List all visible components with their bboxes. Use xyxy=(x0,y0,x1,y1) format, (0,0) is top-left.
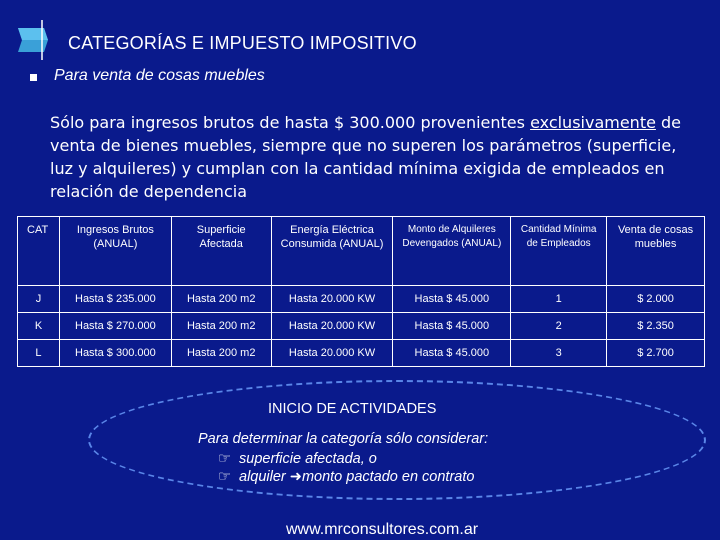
cell-superficie: Hasta 200 m2 xyxy=(171,286,271,313)
cell-energia: Hasta 20.000 KW xyxy=(271,286,393,313)
header-energia: Energía Eléctrica Consumida (ANUAL) xyxy=(271,217,393,286)
cell-venta: $ 2.000 xyxy=(607,286,705,313)
header-ingresos: Ingresos Brutos (ANUAL) xyxy=(59,217,171,286)
cell-empleados: 1 xyxy=(511,286,607,313)
cell-superficie: Hasta 200 m2 xyxy=(171,340,271,367)
cell-empleados: 3 xyxy=(511,340,607,367)
paragraph-underlined-word: exclusivamente xyxy=(530,113,656,132)
table-header-row xyxy=(18,217,705,286)
inicio-item1-text: superficie afectada, o xyxy=(239,451,377,467)
cell-venta: $ 2.700 xyxy=(607,340,705,367)
cell-alquileres: Hasta $ 45.000 xyxy=(393,340,511,367)
inicio-item-superficie xyxy=(218,451,377,467)
paragraph-text-after: de venta de bienes muebles, siempre que no superen los parámetros (superficie, luz y alquileres) y cumplan con la cantidad mínima exigida de empleados en relación de dependencia xyxy=(50,113,682,201)
cell-alquileres: Hasta $ 45.000 xyxy=(393,286,511,313)
cell-empleados: 2 xyxy=(511,313,607,340)
bullet-square-icon xyxy=(30,74,37,81)
inicio-item-alquiler xyxy=(218,469,474,485)
cell-alquileres: Hasta $ 45.000 xyxy=(393,313,511,340)
categories-table xyxy=(17,216,705,367)
table-row xyxy=(18,313,705,340)
table-row xyxy=(18,286,705,313)
pointing-hand-icon: ☞ xyxy=(218,469,231,485)
paragraph-text-before: Sólo para ingresos brutos de hasta $ 300.000 provenientes xyxy=(50,113,531,132)
inicio-title: INICIO DE ACTIVIDADES xyxy=(268,401,437,417)
header-superficie: Superficie Afectada xyxy=(171,217,271,286)
footer-url: www.mrconsultores.com.ar xyxy=(286,521,479,538)
page-title: CATEGORÍAS E IMPUESTO IMPOSITIVO xyxy=(68,33,417,53)
cell-cat: K xyxy=(18,313,60,340)
cell-cat: L xyxy=(18,340,60,367)
bullet-heading: Para venta de cosas muebles xyxy=(54,67,265,84)
pointing-hand-icon: ☞ xyxy=(218,451,231,467)
header-venta: Venta de cosas muebles xyxy=(607,217,705,286)
table-row xyxy=(18,340,705,367)
cell-energia: Hasta 20.000 KW xyxy=(271,340,393,367)
inicio-item2-text: monto pactado en contrato xyxy=(301,469,475,485)
header-alquileres: Monto de Alquileres Devengados (ANUAL) xyxy=(393,217,511,286)
inicio-item2-label: alquiler xyxy=(239,469,286,485)
cell-venta: $ 2.350 xyxy=(607,313,705,340)
description-paragraph xyxy=(50,111,690,203)
cell-cat: J xyxy=(18,286,60,313)
arrow-banner-icon xyxy=(14,20,48,60)
cell-ingresos: Hasta $ 300.000 xyxy=(59,340,171,367)
cell-superficie: Hasta 200 m2 xyxy=(171,313,271,340)
inicio-intro: Para determinar la categoría sólo considerar: xyxy=(198,431,489,447)
header-empleados: Cantidad Mínima de Empleados xyxy=(511,217,607,286)
cell-ingresos: Hasta $ 235.000 xyxy=(59,286,171,313)
cell-energia: Hasta 20.000 KW xyxy=(271,313,393,340)
right-arrow-icon: ➜ xyxy=(289,469,302,485)
cell-ingresos: Hasta $ 270.000 xyxy=(59,313,171,340)
header-cat: CAT xyxy=(18,217,60,286)
